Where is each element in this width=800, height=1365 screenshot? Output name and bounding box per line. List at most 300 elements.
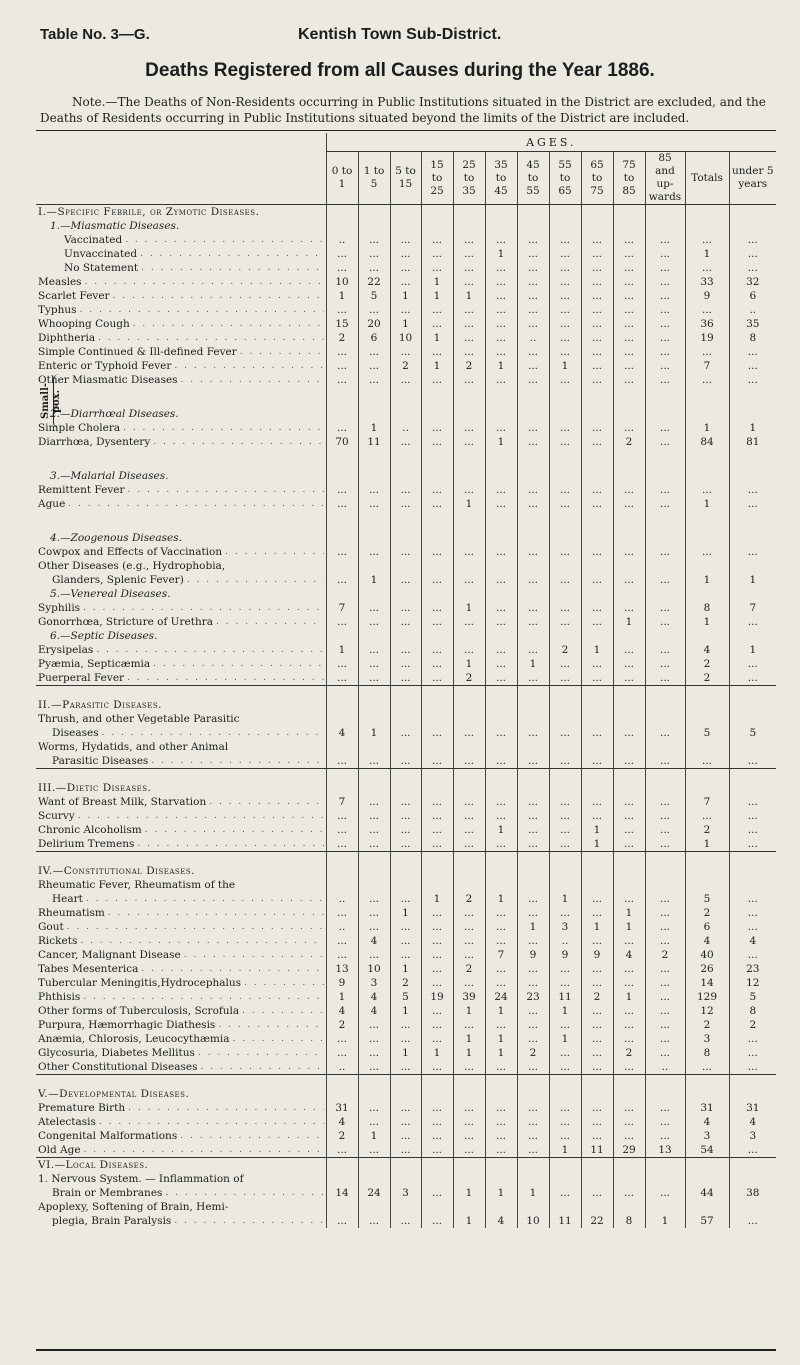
value-cell: ... xyxy=(453,837,485,852)
row-label: Unvaccinated xyxy=(64,248,138,260)
value-cell: ... xyxy=(421,1018,453,1032)
leader-dots xyxy=(225,546,323,559)
value-cell: 4 xyxy=(685,643,729,657)
value-cell: 1 xyxy=(390,289,421,303)
value-cell: ... xyxy=(549,754,581,769)
value-cell: ... xyxy=(453,726,485,740)
value-cell: 11 xyxy=(549,1214,581,1228)
value-cell: ... xyxy=(645,920,685,934)
value-cell: ... xyxy=(517,1115,549,1129)
value-cell: ... xyxy=(326,837,358,852)
value-cell: ... xyxy=(517,1032,549,1046)
value-cell: ... xyxy=(729,247,776,261)
row-label: Cancer, Malignant Disease xyxy=(38,949,181,961)
value-cell: ... xyxy=(358,809,390,823)
leader-dots xyxy=(123,422,323,435)
value-cell: ... xyxy=(581,1186,613,1200)
value-cell: 1 xyxy=(421,289,453,303)
value-cell: 4 xyxy=(613,948,645,962)
value-cell: ... xyxy=(645,345,685,359)
value-cell: ... xyxy=(326,359,358,373)
section-heading: VI.—Local Diseases. xyxy=(38,1159,149,1171)
value-cell: 5 xyxy=(685,726,729,740)
value-cell: ... xyxy=(549,962,581,976)
value-cell: ... xyxy=(645,483,685,497)
value-cell: ... xyxy=(421,948,453,962)
value-cell: ... xyxy=(326,934,358,948)
value-cell: 1 xyxy=(390,962,421,976)
value-cell: ... xyxy=(421,795,453,809)
value-cell: ... xyxy=(390,373,421,387)
value-cell: 1 xyxy=(613,906,645,920)
value-cell: ... xyxy=(485,643,517,657)
value-cell: 2 xyxy=(685,906,729,920)
row-label: Typhus xyxy=(38,304,77,316)
value-cell: ... xyxy=(729,615,776,629)
value-cell: 2 xyxy=(453,671,485,686)
row-label: Whooping Cough xyxy=(38,318,130,330)
value-cell: ... xyxy=(358,601,390,615)
value-cell: 5 xyxy=(729,990,776,1004)
table-row xyxy=(36,726,776,740)
value-cell: ... xyxy=(326,948,358,962)
value-cell: ... xyxy=(613,373,645,387)
table-row xyxy=(36,962,776,976)
value-cell: .. xyxy=(326,233,358,247)
value-cell: ... xyxy=(549,573,581,587)
value-cell: 129 xyxy=(685,990,729,1004)
table-row xyxy=(36,317,776,331)
value-cell: ... xyxy=(613,837,645,852)
value-cell: 1 xyxy=(685,421,729,435)
row-label: Heart xyxy=(52,893,83,905)
value-cell: ... xyxy=(485,906,517,920)
table-row xyxy=(36,233,776,247)
value-cell: 3 xyxy=(729,1129,776,1143)
value-cell: ... xyxy=(485,233,517,247)
value-cell: ... xyxy=(729,948,776,962)
value-cell: 1 xyxy=(485,435,517,449)
value-cell: ... xyxy=(685,233,729,247)
leader-dots xyxy=(98,332,323,345)
value-cell: ... xyxy=(581,615,613,629)
value-cell: ... xyxy=(326,1214,358,1228)
value-cell: ... xyxy=(358,837,390,852)
value-cell: 13 xyxy=(645,1143,685,1158)
value-cell: ... xyxy=(358,483,390,497)
value-cell: 1 xyxy=(421,331,453,345)
value-cell: ... xyxy=(390,920,421,934)
value-cell: ... xyxy=(613,483,645,497)
value-cell: ... xyxy=(517,671,549,686)
top-rule xyxy=(36,130,776,131)
value-cell: ... xyxy=(613,795,645,809)
value-cell: 2 xyxy=(581,990,613,1004)
value-cell: ... xyxy=(581,497,613,511)
section-heading: III.—Dietic Diseases. xyxy=(38,782,152,794)
value-cell: 2 xyxy=(613,435,645,449)
value-cell: ... xyxy=(358,373,390,387)
value-cell: 1 xyxy=(581,920,613,934)
value-cell: 1 xyxy=(613,615,645,629)
value-cell: ... xyxy=(581,1018,613,1032)
value-cell: ... xyxy=(517,615,549,629)
value-cell: 31 xyxy=(326,1101,358,1115)
section-heading: V.—Developmental Diseases. xyxy=(38,1088,190,1100)
value-cell: 1 xyxy=(453,657,485,671)
value-cell: 11 xyxy=(358,435,390,449)
value-cell: ... xyxy=(517,1018,549,1032)
row-label: Diseases xyxy=(52,727,99,739)
value-cell: ... xyxy=(729,483,776,497)
value-cell: ... xyxy=(613,726,645,740)
value-cell: ... xyxy=(326,906,358,920)
value-cell: 10 xyxy=(390,331,421,345)
leader-dots xyxy=(128,484,324,497)
value-cell: ... xyxy=(549,823,581,837)
deaths-table xyxy=(36,133,776,1228)
value-cell: ... xyxy=(358,1143,390,1158)
value-cell: ... xyxy=(326,545,358,559)
value-cell: .. xyxy=(390,421,421,435)
value-cell: 1 xyxy=(421,1046,453,1060)
leader-dots xyxy=(165,1187,323,1200)
value-cell: ... xyxy=(453,906,485,920)
value-cell: ... xyxy=(581,671,613,686)
value-cell: 1 xyxy=(517,920,549,934)
table-row xyxy=(36,483,776,497)
label-continuation-row xyxy=(36,1200,776,1214)
leader-dots xyxy=(141,262,323,275)
value-cell: ... xyxy=(390,1115,421,1129)
value-cell: ... xyxy=(390,726,421,740)
value-cell: ... xyxy=(453,795,485,809)
row-label: Diphtheria xyxy=(38,332,96,344)
subsection-heading: 5.—Venereal Diseases. xyxy=(50,588,171,600)
leader-dots xyxy=(174,1215,323,1228)
value-cell: ... xyxy=(453,303,485,317)
value-cell: 1 xyxy=(453,1004,485,1018)
value-cell: ... xyxy=(421,497,453,511)
value-cell: ... xyxy=(453,1018,485,1032)
value-cell: ... xyxy=(613,317,645,331)
value-cell: ... xyxy=(729,657,776,671)
value-cell: ... xyxy=(517,934,549,948)
value-cell: 35 xyxy=(729,317,776,331)
value-cell: 1 xyxy=(685,837,729,852)
value-cell: ... xyxy=(453,275,485,289)
value-cell: ... xyxy=(358,1101,390,1115)
value-cell: ... xyxy=(613,233,645,247)
leader-dots xyxy=(140,248,323,261)
table-row xyxy=(36,359,776,373)
value-cell: ... xyxy=(517,1101,549,1115)
value-cell: ... xyxy=(358,233,390,247)
leader-dots xyxy=(80,935,323,948)
value-cell: ... xyxy=(645,359,685,373)
value-cell: ... xyxy=(326,1032,358,1046)
table-row xyxy=(36,421,776,435)
value-cell: ... xyxy=(453,920,485,934)
value-cell: 33 xyxy=(685,275,729,289)
value-cell: 4 xyxy=(358,990,390,1004)
value-cell: ... xyxy=(645,497,685,511)
value-cell: ... xyxy=(421,317,453,331)
value-cell: ... xyxy=(685,345,729,359)
value-cell: ... xyxy=(549,317,581,331)
value-cell: 4 xyxy=(485,1214,517,1228)
value-cell: ... xyxy=(421,1004,453,1018)
value-cell: ... xyxy=(581,906,613,920)
row-label: Other forms of Tuberculosis, Scrofula xyxy=(38,1005,240,1017)
value-cell: ... xyxy=(581,976,613,990)
value-cell: 4 xyxy=(358,1004,390,1018)
value-cell: ... xyxy=(645,261,685,275)
value-cell: ... xyxy=(485,726,517,740)
value-cell: ... xyxy=(358,948,390,962)
value-cell: ... xyxy=(581,303,613,317)
value-cell: ... xyxy=(613,962,645,976)
value-cell: ... xyxy=(729,1032,776,1046)
value-cell: 10 xyxy=(358,962,390,976)
value-cell: ... xyxy=(485,289,517,303)
value-cell: ... xyxy=(729,906,776,920)
value-cell: ... xyxy=(729,1143,776,1158)
value-cell: ... xyxy=(685,1060,729,1075)
value-cell: ... xyxy=(581,545,613,559)
value-cell: ... xyxy=(358,643,390,657)
row-label: Congenital Malformations xyxy=(38,1130,178,1142)
value-cell: ... xyxy=(421,373,453,387)
value-cell: ... xyxy=(390,545,421,559)
value-cell: ... xyxy=(485,934,517,948)
value-cell: ... xyxy=(485,1101,517,1115)
value-cell: ... xyxy=(729,373,776,387)
value-cell: ... xyxy=(358,906,390,920)
value-cell: 9 xyxy=(549,948,581,962)
value-cell: ... xyxy=(645,247,685,261)
label-continuation-row xyxy=(36,878,776,892)
section-heading-row xyxy=(36,205,776,220)
column-header: 65 to 75 xyxy=(581,152,613,205)
value-cell: ... xyxy=(581,373,613,387)
value-cell: ... xyxy=(485,545,517,559)
value-cell: ... xyxy=(645,643,685,657)
value-cell: ... xyxy=(421,1032,453,1046)
value-cell: ... xyxy=(390,1018,421,1032)
subsection-heading-row xyxy=(36,407,776,421)
value-cell: ... xyxy=(517,809,549,823)
value-cell: 7 xyxy=(485,948,517,962)
value-cell: 1 xyxy=(549,892,581,906)
table-row xyxy=(36,892,776,906)
value-cell: 1 xyxy=(613,990,645,1004)
value-cell: ... xyxy=(421,435,453,449)
ages-header-row xyxy=(36,133,776,152)
row-label: Other Constitutional Diseases xyxy=(38,1061,198,1073)
value-cell: 24 xyxy=(358,1186,390,1200)
value-cell: ... xyxy=(485,615,517,629)
value-cell: ... xyxy=(517,435,549,449)
table-row xyxy=(36,671,776,686)
row-label: Glycosuria, Diabetes Mellitus xyxy=(38,1047,195,1059)
table-row xyxy=(36,275,776,289)
leader-dots xyxy=(240,346,324,359)
value-cell: 4 xyxy=(729,1115,776,1129)
value-cell: ... xyxy=(549,275,581,289)
row-label: No Statement xyxy=(64,262,139,274)
value-cell: 4 xyxy=(326,1004,358,1018)
table-row xyxy=(36,837,776,852)
value-cell: ... xyxy=(453,545,485,559)
leader-dots xyxy=(232,1033,323,1046)
value-cell: ... xyxy=(581,289,613,303)
value-cell: ... xyxy=(581,1129,613,1143)
column-header: 0 to 1 xyxy=(326,152,358,205)
value-cell: ... xyxy=(358,920,390,934)
value-cell: ... xyxy=(645,892,685,906)
table-row xyxy=(36,1214,776,1228)
value-cell: 11 xyxy=(581,1143,613,1158)
value-cell: ... xyxy=(549,795,581,809)
value-cell: ... xyxy=(581,345,613,359)
value-cell: 2 xyxy=(685,657,729,671)
value-cell: ... xyxy=(517,726,549,740)
value-cell: ... xyxy=(645,601,685,615)
value-cell: 4 xyxy=(358,934,390,948)
value-cell: 1 xyxy=(485,892,517,906)
leader-dots xyxy=(242,1005,323,1018)
subsection-heading-row xyxy=(36,629,776,643)
value-cell: 1 xyxy=(326,289,358,303)
value-cell: 2 xyxy=(517,1046,549,1060)
subsection-heading-row xyxy=(36,587,776,601)
value-cell: 6 xyxy=(685,920,729,934)
value-cell: 1 xyxy=(485,247,517,261)
value-cell: ... xyxy=(517,823,549,837)
value-cell: 1 xyxy=(729,643,776,657)
leader-dots xyxy=(184,949,324,962)
value-cell: ... xyxy=(581,261,613,275)
table-row xyxy=(36,1129,776,1143)
value-cell: ... xyxy=(549,435,581,449)
row-label: Worms, Hydatids, and other Animal xyxy=(38,741,229,753)
leader-dots xyxy=(102,727,324,740)
value-cell: ... xyxy=(485,962,517,976)
value-cell: ... xyxy=(729,345,776,359)
value-cell: ... xyxy=(613,809,645,823)
value-cell: ... xyxy=(549,906,581,920)
row-label: plegia, Brain Paralysis xyxy=(52,1215,172,1227)
leader-dots xyxy=(181,374,324,387)
leader-dots xyxy=(99,1116,324,1129)
value-cell: ... xyxy=(645,754,685,769)
value-cell: ... xyxy=(358,303,390,317)
value-cell: 8 xyxy=(729,1004,776,1018)
row-label: Chronic Alcoholism xyxy=(38,824,142,836)
value-cell: ... xyxy=(613,1186,645,1200)
value-cell: ... xyxy=(729,754,776,769)
value-cell: ... xyxy=(421,837,453,852)
table-row xyxy=(36,1018,776,1032)
value-cell: ... xyxy=(613,823,645,837)
value-cell: ... xyxy=(326,754,358,769)
value-cell: 4 xyxy=(326,726,358,740)
value-cell: ... xyxy=(453,233,485,247)
section-heading-row xyxy=(36,1087,776,1101)
value-cell: ... xyxy=(485,275,517,289)
value-cell: ... xyxy=(390,809,421,823)
value-cell: 5 xyxy=(685,892,729,906)
smallpox-label: Small-pox. xyxy=(40,382,62,420)
value-cell: 12 xyxy=(685,1004,729,1018)
section-heading-row xyxy=(36,698,776,712)
value-cell: ... xyxy=(581,1004,613,1018)
value-cell: 8 xyxy=(613,1214,645,1228)
row-label: Erysipelas xyxy=(38,644,94,656)
value-cell: ... xyxy=(390,233,421,247)
value-cell: ... xyxy=(729,837,776,852)
value-cell: 2 xyxy=(390,359,421,373)
value-cell: ... xyxy=(390,837,421,852)
value-cell: ... xyxy=(613,289,645,303)
value-cell: 1 xyxy=(358,421,390,435)
row-label: Puerperal Fever xyxy=(38,672,125,684)
leader-dots xyxy=(86,893,324,906)
value-cell: ... xyxy=(645,331,685,345)
value-cell: 1 xyxy=(358,573,390,587)
subsection-heading: 4.—Zoogenous Diseases. xyxy=(50,532,182,544)
column-header: 85 and up-wards xyxy=(645,152,685,205)
value-cell: ... xyxy=(549,261,581,275)
row-label: Cowpox and Effects of Vaccination xyxy=(38,546,223,558)
value-cell: ... xyxy=(390,345,421,359)
value-cell: 14 xyxy=(326,1186,358,1200)
value-cell: ... xyxy=(358,1046,390,1060)
value-cell: ... xyxy=(645,726,685,740)
leader-dots xyxy=(141,963,323,976)
value-cell: 6 xyxy=(358,331,390,345)
leader-dots xyxy=(133,318,324,331)
value-cell: ... xyxy=(613,573,645,587)
leader-dots xyxy=(83,602,323,615)
value-cell: 1 xyxy=(358,726,390,740)
value-cell: ... xyxy=(517,275,549,289)
value-cell: ... xyxy=(581,331,613,345)
row-label: Scarlet Fever xyxy=(38,290,110,302)
leader-dots xyxy=(78,810,324,823)
value-cell: ... xyxy=(485,483,517,497)
value-cell: ... xyxy=(729,671,776,686)
value-cell: ... xyxy=(517,261,549,275)
value-cell: ... xyxy=(453,331,485,345)
spacer-row xyxy=(36,769,776,782)
value-cell: 1 xyxy=(358,1129,390,1143)
value-cell: ... xyxy=(613,345,645,359)
value-cell: 81 xyxy=(729,435,776,449)
value-cell: ... xyxy=(645,962,685,976)
value-cell: ... xyxy=(421,1129,453,1143)
value-cell: ... xyxy=(517,289,549,303)
value-cell: ... xyxy=(517,573,549,587)
value-cell: ... xyxy=(485,303,517,317)
section-heading-row xyxy=(36,1158,776,1173)
value-cell: ... xyxy=(517,976,549,990)
table-row xyxy=(36,1032,776,1046)
value-cell: ... xyxy=(517,1143,549,1158)
row-label: Delirium Tremens xyxy=(38,838,135,850)
value-cell: ... xyxy=(645,657,685,671)
